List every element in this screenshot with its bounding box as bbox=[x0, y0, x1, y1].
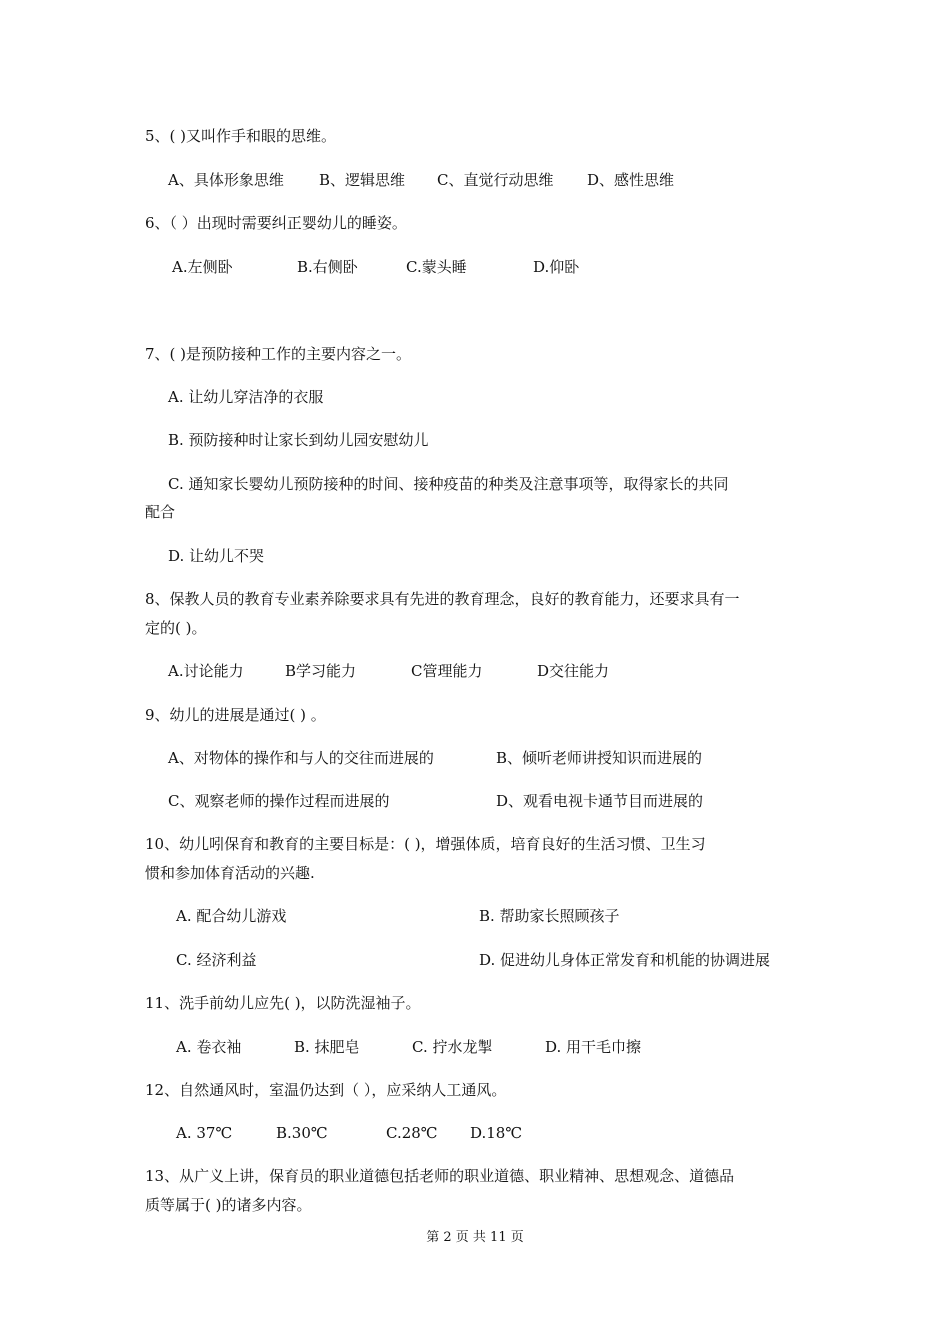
q8-option-a: A.讨论能力 bbox=[168, 662, 244, 680]
q10-option-c: C. 经济利益 bbox=[176, 951, 257, 969]
q7-option-d: D. 让幼儿不哭 bbox=[168, 547, 265, 565]
question-5-stem: 5、( )又叫作手和眼的思维。 bbox=[145, 127, 337, 145]
question-10-stem-line1: 10、幼儿吲保育和教育的主要目标是：( )，增强体质，培育良好的生活习惯、卫生习 bbox=[145, 835, 706, 853]
q10-option-d: D. 促进幼儿身体正常发育和机能的协调进展 bbox=[479, 951, 771, 969]
question-9-stem: 9、幼儿的进展是通过( ) 。 bbox=[145, 706, 326, 724]
q5-option-c: C、直觉行动思维 bbox=[437, 171, 554, 189]
question-11-stem: 11、洗手前幼儿应先( )，以防洗湿袖子。 bbox=[145, 994, 421, 1012]
q12-option-d: D.18℃ bbox=[470, 1124, 523, 1142]
q8-option-c: C管理能力 bbox=[411, 662, 483, 680]
q8-option-d: D交往能力 bbox=[537, 662, 610, 680]
q10-option-a: A. 配合幼儿游戏 bbox=[176, 907, 287, 925]
question-6-stem: 6、（ ）出现时需要纠正婴幼儿的睡姿。 bbox=[145, 214, 407, 232]
q5-option-b: B、逻辑思维 bbox=[319, 171, 406, 189]
q11-option-a: A. 卷衣袖 bbox=[176, 1038, 242, 1056]
q6-option-a: A.左侧卧 bbox=[172, 258, 233, 276]
q12-option-c: C.28℃ bbox=[386, 1124, 438, 1142]
question-12-stem: 12、自然通风时，室温仍达到（ ），应采纳人工通风。 bbox=[145, 1081, 507, 1099]
q7-option-b: B. 预防接种时让家长到幼儿园安慰幼儿 bbox=[168, 431, 429, 449]
question-13-stem-line1: 13、从广义上讲，保育员的职业道德包括老师的职业道德、职业精神、思想观念、道德品 bbox=[145, 1167, 735, 1185]
page-number-footer: 第 2 页 共 11 页 bbox=[426, 1230, 524, 1245]
question-7-stem: 7、( )是预防接种工作的主要内容之一。 bbox=[145, 345, 412, 363]
q7-option-c-continuation: 配合 bbox=[145, 503, 176, 521]
q6-option-c: C.蒙头睡 bbox=[406, 258, 467, 276]
q10-option-b: B. 帮助家长照顾孩子 bbox=[479, 907, 620, 925]
question-8-stem-line1: 8、保教人员的教育专业素养除要求具有先进的教育理念，良好的教育能力，还要求具有一 bbox=[145, 590, 740, 608]
q7-option-c: C. 通知家长婴幼儿预防接种的时间、接种疫苗的种类及注意事项等，取得家长的共同 bbox=[168, 475, 729, 493]
q9-option-c: C、观察老师的操作过程而进展的 bbox=[168, 792, 390, 810]
q5-option-a: A、具体形象思维 bbox=[168, 171, 284, 189]
q6-option-d: D.仰卧 bbox=[533, 258, 580, 276]
question-10-stem-line2: 惯和参加体育活动的兴趣. bbox=[145, 864, 315, 882]
question-8-stem-line2: 定的( )。 bbox=[145, 619, 207, 637]
q11-option-b: B. 抹肥皂 bbox=[294, 1038, 360, 1056]
q9-option-b: B、倾听老师讲授知识而进展的 bbox=[496, 749, 703, 767]
q7-option-a: A. 让幼儿穿洁净的衣服 bbox=[168, 388, 324, 406]
q12-option-b: B.30℃ bbox=[276, 1124, 328, 1142]
q9-option-a: A、对物体的操作和与人的交往而进展的 bbox=[168, 749, 434, 767]
q5-option-d: D、感性思维 bbox=[587, 171, 675, 189]
q12-option-a: A. 37℃ bbox=[176, 1124, 233, 1142]
q11-option-d: D. 用干毛巾擦 bbox=[545, 1038, 642, 1056]
q9-option-d: D、观看电视卡通节目而进展的 bbox=[496, 792, 704, 810]
q11-option-c: C. 拧水龙掣 bbox=[412, 1038, 493, 1056]
q8-option-b: B学习能力 bbox=[285, 662, 357, 680]
q6-option-b: B.右侧卧 bbox=[297, 258, 358, 276]
question-13-stem-line2: 质等属于( )的诸多内容。 bbox=[145, 1196, 312, 1214]
